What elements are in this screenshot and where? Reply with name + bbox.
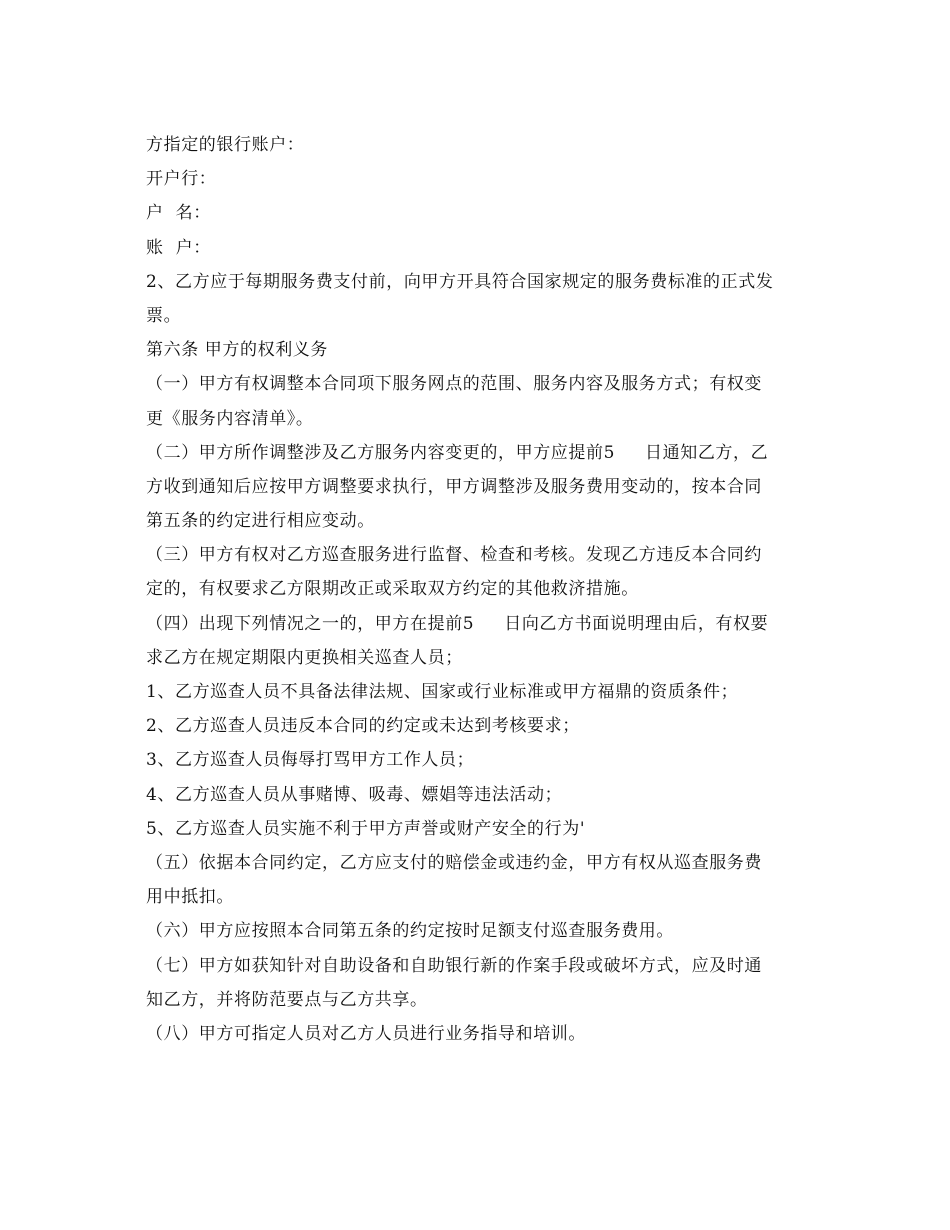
list-item: 2、乙方巡查人员违反本合同的约定或未达到考核要求； <box>146 716 580 737</box>
text-line: （一）甲方有权调整本合同项下服务网点的范围、服务内容及服务方式；有权变 <box>146 374 762 395</box>
list-item: 1、乙方巡查人员不具备法律法规、国家或行业标准或甲方福鼎的资质条件； <box>146 682 739 702</box>
text-line: （八）甲方可指定人员对乙方人员进行业务指导和培训。 <box>146 1023 586 1044</box>
list-item: 5、乙方巡查人员实施不利于甲方声誉或财产安全的行为' <box>146 818 586 839</box>
text-line: 知乙方，并将防范要点与乙方共享。 <box>146 989 428 1010</box>
text-line: （七）甲方如获知针对自助设备和自助银行新的作案手段或破坏方式，应及时通 <box>146 955 762 976</box>
text-line: 用中抵扣。 <box>146 887 234 908</box>
text-line: 求乙方在规定期限内更换相关巡查人员； <box>146 647 463 668</box>
text-line: （二）甲方所作调整涉及乙方服务内容变更的，甲方应提前5 日通知乙方，乙 <box>146 442 769 463</box>
list-item: 3、乙方巡查人员侮辱打骂甲方工作人员； <box>146 750 475 771</box>
text-line: （六）甲方应按照本合同第五条的约定按时足额支付巡查服务费用。 <box>146 921 674 942</box>
list-item: 4、乙方巡查人员从事赌博、吸毒、嫖娼等违法活动； <box>146 784 563 805</box>
text-line: （五）依据本合同约定，乙方应支付的赔偿金或违约金，甲方有权从巡查服务费 <box>146 852 762 873</box>
text-line: 2、乙方应于每期服务费支付前，向甲方开具符合国家规定的服务费标准的正式发 <box>146 271 774 292</box>
text-line: 开户行： <box>146 169 217 190</box>
section-heading: 第六条 甲方的权利义务 <box>146 340 329 361</box>
text-line: 更《服务内容清单》。 <box>146 408 314 429</box>
text-line: 第五条的约定进行相应变动。 <box>146 511 375 532</box>
text-line: 账 户： <box>146 237 211 258</box>
text-line: 方指定的银行账户： <box>146 135 305 155</box>
text-line: 票。 <box>146 305 182 326</box>
text-line: 方收到通知后应按甲方调整要求执行，甲方调整涉及服务费用变动的，按本合同 <box>146 476 762 497</box>
text-line: （四）出现下列情况之一的，甲方在提前5 日向乙方书面说明理由后，有权要 <box>146 613 769 634</box>
text-line: 定的，有权要求乙方限期改正或采取双方约定的其他救济措施。 <box>146 579 639 600</box>
document-body <box>146 128 816 1051</box>
text-line: 户 名： <box>146 203 211 224</box>
text-line: （三）甲方有权对乙方巡查服务进行监督、检查和考核。发现乙方违反本合同约 <box>146 545 762 566</box>
